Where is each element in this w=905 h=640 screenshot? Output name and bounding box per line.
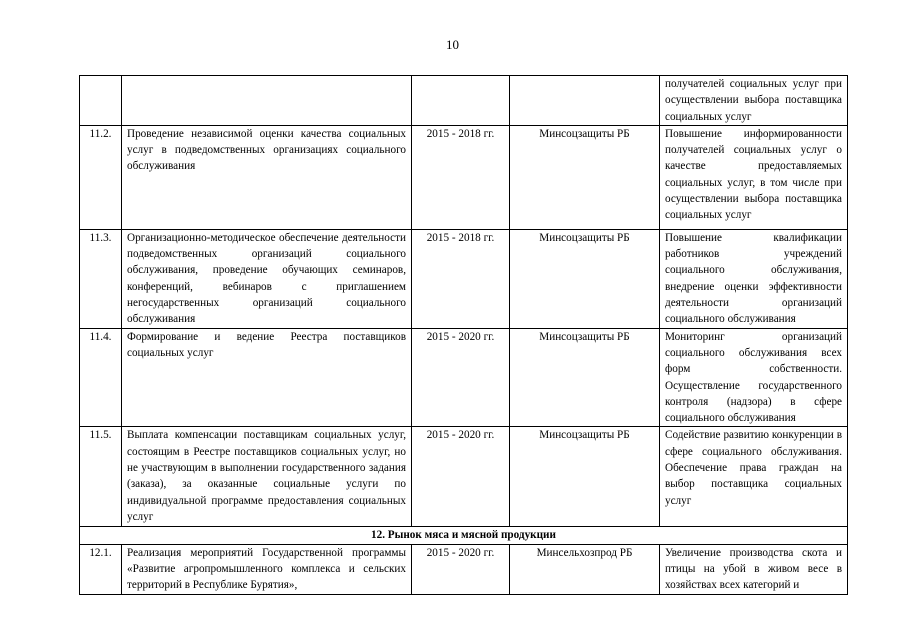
table-row	[80, 427, 848, 527]
measure-description: Реализация мероприятий Государственной программы «Развитие агропромышленного комплекса и сельских территорий в Республике Бурятия»,	[122, 544, 412, 594]
measures-table	[79, 75, 848, 595]
table-row	[80, 229, 848, 328]
measure-description	[122, 76, 412, 126]
measure-result: Повышение информированности получателей социальных услуг о качестве предоставляемых социальных услуг, в том числе при осуществлении выбора поставщика социальных услуг	[660, 125, 848, 229]
measure-term	[412, 76, 510, 126]
measure-responsible: Минсоцзащиты РБ	[510, 427, 660, 527]
measure-responsible	[510, 76, 660, 126]
row-number: 12.1.	[80, 544, 122, 594]
measure-result: Повышение квалификации работников учреждений социального обслуживания, внедрение оценки эффективности деятельности организаций социального обслуживания	[660, 229, 848, 328]
measure-result: получателей социальных услуг при осуществлении выбора поставщика социальных услуг	[660, 76, 848, 126]
table-row	[80, 76, 848, 126]
row-number: 11.4.	[80, 328, 122, 427]
table-row	[80, 125, 848, 229]
measure-description: Формирование и ведение Реестра поставщиков социальных услуг	[122, 328, 412, 427]
measure-description: Выплата компенсации поставщикам социальных услуг, состоящим в Реестре поставщиков социальных услуг, но не участвующим в выполнении государственного задания (заказа), за оказанные социальные услуги по индивидуальной программе предоставления социальных услуг	[122, 427, 412, 527]
measure-responsible: Минсоцзащиты РБ	[510, 229, 660, 328]
measure-term: 2015 - 2018 гг.	[412, 229, 510, 328]
section-header-row	[80, 527, 848, 544]
row-number: 11.5.	[80, 427, 122, 527]
measure-responsible: Минсоцзащиты РБ	[510, 125, 660, 229]
row-number: 11.2.	[80, 125, 122, 229]
measure-term: 2015 - 2020 гг.	[412, 544, 510, 594]
measure-term: 2015 - 2020 гг.	[412, 427, 510, 527]
page-number: 10	[446, 37, 459, 52]
measure-description: Организационно-методическое обеспечение деятельности подведомственных организаций социального обслуживания, проведение обучающих семинаров, конференций, вебинаров с приглашением негосударственных организаций социального обслуживания	[122, 229, 412, 328]
section-title: 12. Рынок мяса и мясной продукции	[80, 527, 848, 544]
row-number: 11.3.	[80, 229, 122, 328]
measure-responsible: Минсоцзащиты РБ	[510, 328, 660, 427]
row-number	[80, 76, 122, 126]
measure-result: Мониторинг организаций социального обслуживания всех форм собственности. Осуществление государственного контроля (надзора) в сфере социального обслуживания	[660, 328, 848, 427]
measure-term: 2015 - 2020 гг.	[412, 328, 510, 427]
measure-result: Содействие развитию конкуренции в сфере социального обслуживания. Обеспечение права граждан на выбор поставщика социальных услуг	[660, 427, 848, 527]
table-row	[80, 328, 848, 427]
table-row	[80, 544, 848, 594]
measure-result: Увеличение производства скота и птицы на убой в живом весе в хозяйствах всех категорий и	[660, 544, 848, 594]
measure-responsible: Минсельхозпрод РБ	[510, 544, 660, 594]
measure-description: Проведение независимой оценки качества социальных услуг в подведомственных организациях социального обслуживания	[122, 125, 412, 229]
measure-term: 2015 - 2018 гг.	[412, 125, 510, 229]
